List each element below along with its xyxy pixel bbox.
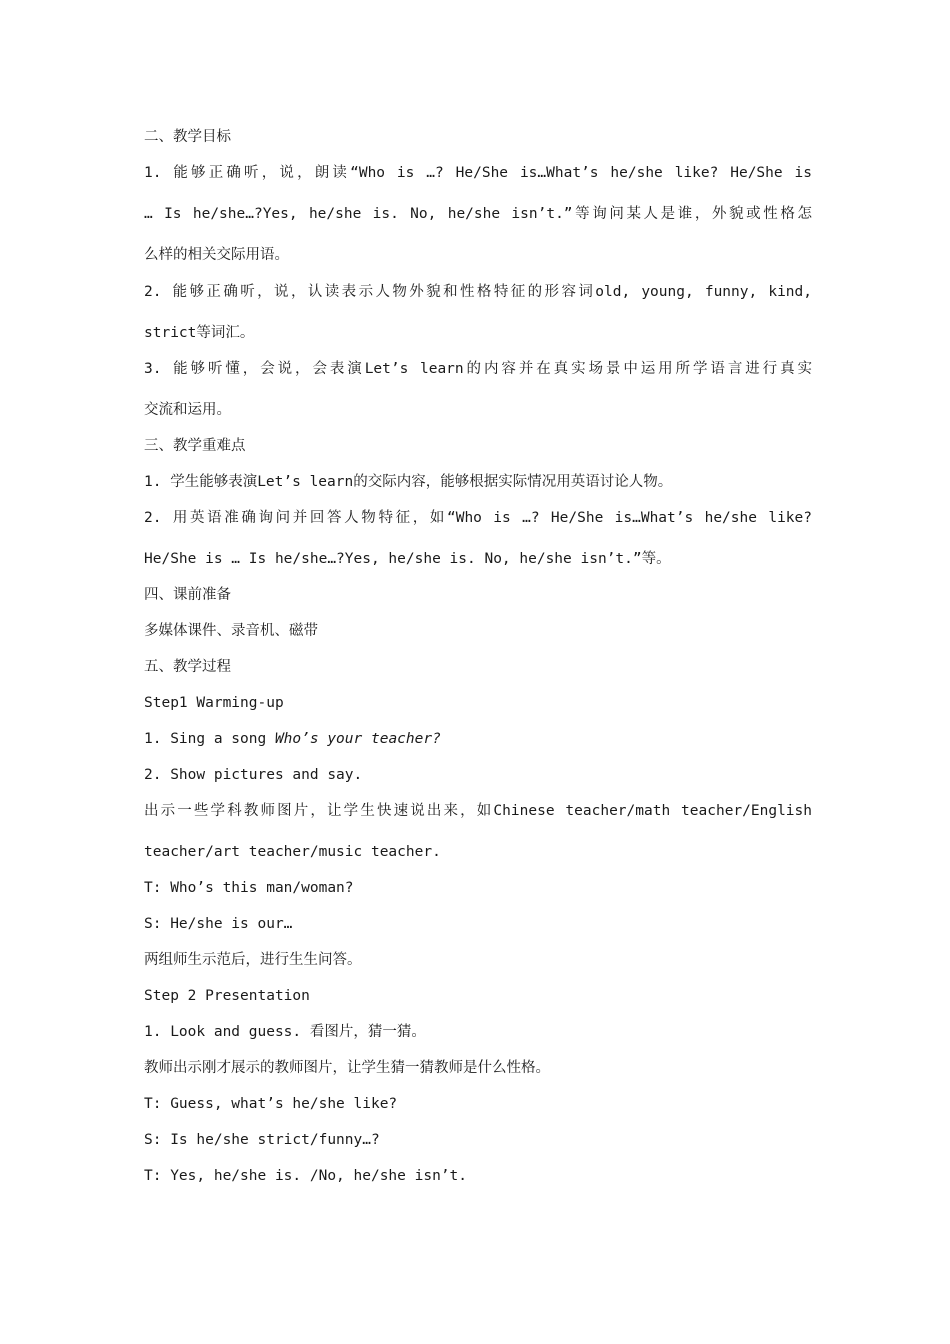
step2-teacher-line-1: T: Guess, what’s he/she like? — [144, 1096, 398, 1112]
step1-title: Step1 Warming-up — [144, 695, 284, 711]
step1-item-2: 2. Show pictures and say. — [144, 767, 363, 783]
step2-title: Step 2 Presentation — [144, 988, 310, 1004]
key-point-2-line-1: 2. 用英语准确询问并回答人物特征，如“Who is …? He/She is…What’s he/she like? — [144, 510, 812, 526]
step1-desc-line-2: teacher/art teacher/music teacher. — [144, 844, 441, 860]
preparation-text: 多媒体课件、录音机、磁带 — [144, 623, 318, 639]
objective-1-line-2: … Is he/she…?Yes, he/she is. No, he/she isn’t.”等询问某人是谁，外貌或性格怎 — [144, 206, 812, 222]
objective-2-line-2: strict等词汇。 — [144, 325, 255, 341]
objective-3-line-2: 交流和运用。 — [144, 402, 231, 418]
key-point-1: 1. 学生能够表演Let’s learn的交际内容，能够根据实际情况用英语讨论人物。 — [144, 474, 673, 490]
preparation-heading: 四、课前准备 — [144, 587, 231, 603]
song-title: Who’s your teacher? — [274, 731, 441, 747]
key-point-2-line-2: He/She is … Is he/she…?Yes, he/she is. No, he/she isn’t.”等。 — [144, 551, 671, 567]
objective-2-line-1: 2. 能够正确听，说，认读表示人物外貌和性格特征的形容词old, young, funny, kind, — [144, 284, 812, 300]
key-points-heading: 三、教学重难点 — [144, 438, 246, 454]
step2-item-1: 1. Look and guess. 看图片，猜一猜。 — [144, 1024, 426, 1040]
step1-note: 两组师生示范后，进行生生问答。 — [144, 952, 362, 968]
step1-desc-line-1: 出示一些学科教师图片，让学生快速说出来，如Chinese teacher/math teacher/English — [144, 803, 812, 819]
objective-3-line-1: 3. 能够听懂，会说，会表演Let’s learn的内容并在真实场景中运用所学语言进行真实 — [144, 361, 812, 377]
objective-1-line-1: 1. 能够正确听，说，朗读“Who is …? He/She is…What’s he/she like? He/She is — [144, 165, 812, 181]
objectives-heading: 二、教学目标 — [144, 129, 231, 145]
step1-teacher-line: T: Who’s this man/woman? — [144, 880, 354, 896]
step2-desc: 教师出示刚才展示的教师图片，让学生猜一猜教师是什么性格。 — [144, 1060, 550, 1076]
step1-item-1 — [144, 729, 812, 749]
process-heading: 五、教学过程 — [144, 659, 231, 675]
step1-student-line: S: He/she is our… — [144, 916, 293, 932]
step2-teacher-line-2: T: Yes, he/she is. /No, he/she isn’t. — [144, 1168, 468, 1184]
step1-item-1-prefix: 1. Sing a song — [144, 731, 275, 747]
step2-student-line: S: Is he/she strict/funny…? — [144, 1132, 380, 1148]
objective-1-line-3: 么样的相关交际用语。 — [144, 247, 289, 263]
